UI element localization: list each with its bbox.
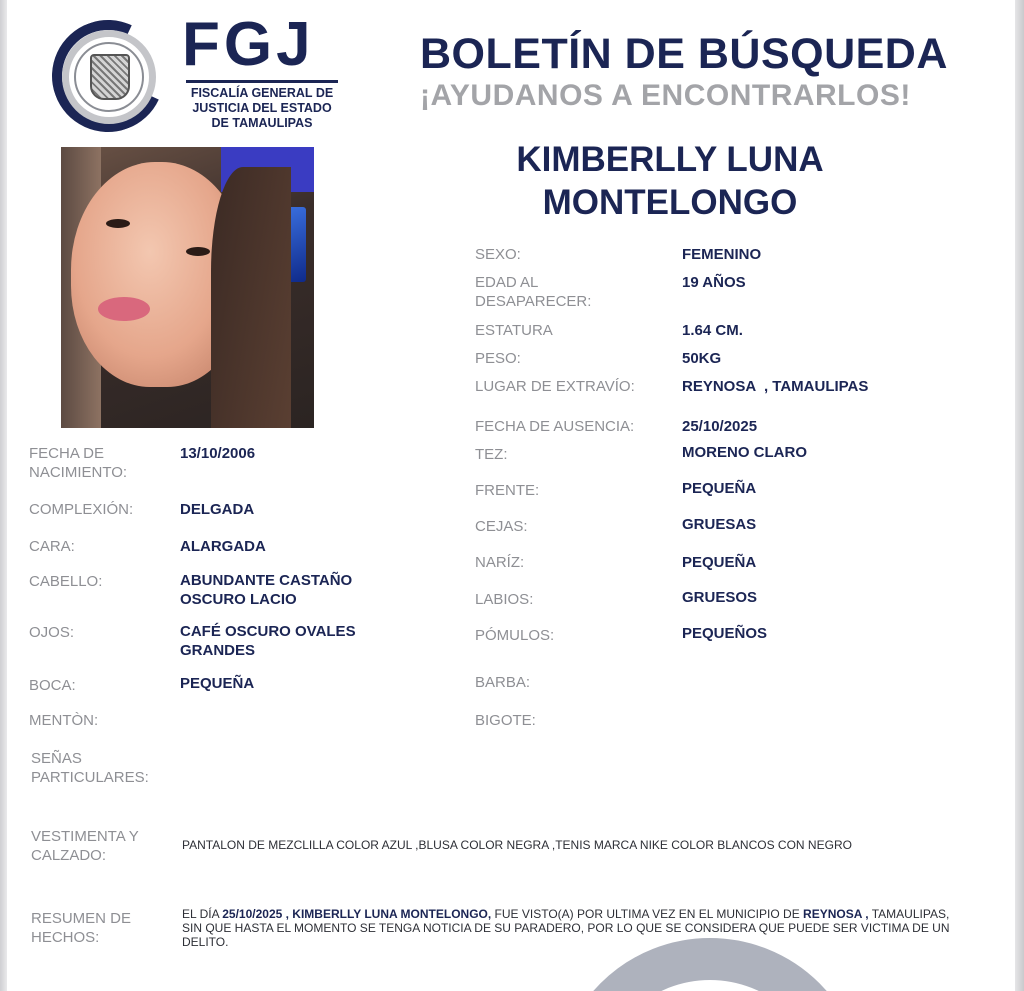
page-edge-right <box>1015 0 1024 991</box>
bulletin-subtitle: ¡AYUDANOS A ENCONTRARLOS! <box>420 79 911 112</box>
field-value-sexo: FEMENINO <box>682 246 762 263</box>
photo-eye <box>106 219 130 228</box>
field-value-complexion: DELGADA <box>180 501 255 518</box>
field-value-peso: 50KG <box>682 350 722 367</box>
agency-name <box>182 86 342 131</box>
summary-text: EL DÍA <box>182 907 223 921</box>
field-label-menton: MENTÒN: <box>29 712 99 729</box>
agency-name-line-1: FISCALÍA GENERAL DE <box>190 86 334 100</box>
field-label-pomulos: PÓMULOS: <box>475 627 555 644</box>
field-value-estatura: 1.64 CM. <box>682 322 743 339</box>
field-value-cara: ALARGADA <box>180 538 266 555</box>
field-label-edad: EDAD AL DESAPARECER: <box>475 274 592 310</box>
agency-acronym: FGJ <box>182 10 315 79</box>
person-name <box>470 138 870 224</box>
field-label-senas: SEÑAS PARTICULARES: <box>31 750 149 786</box>
field-value-tez: MORENO CLARO <box>682 444 807 461</box>
coat-of-arms-icon <box>90 54 130 100</box>
field-label-fecha-ausencia: FECHA DE AUSENCIA: <box>475 418 635 435</box>
field-label-complexion: COMPLEXIÓN: <box>29 501 134 518</box>
photo-hair <box>211 167 291 428</box>
field-value-fecha-ausencia: 25/10/2025 <box>682 418 758 435</box>
page-edge-left <box>0 0 7 991</box>
field-value-cabello: ABUNDANTE CASTAÑO OSCURO LACIO <box>180 572 353 608</box>
field-label-tez: TEZ: <box>475 446 508 463</box>
field-label-cara: CARA: <box>29 538 75 555</box>
field-value-labios: GRUESOS <box>682 589 758 606</box>
field-value-vestimenta: PANTALON DE MEZCLILLA COLOR AZUL ,BLUSA COLOR NEGRA ,TENIS MARCA NIKE COLOR BLANCOS CON NEGRO <box>182 838 852 852</box>
photo-eye <box>186 247 210 256</box>
field-value-edad: 19 AÑOS <box>682 274 746 291</box>
field-value-fecha-nacimiento: 13/10/2006 <box>180 445 256 462</box>
agency-name-line-2: JUSTICIA DEL ESTADO <box>192 101 332 115</box>
summary-city: REYNOSA , <box>803 907 869 921</box>
field-label-bigote: BIGOTE: <box>475 712 536 729</box>
fgj-seal-logo <box>52 20 164 132</box>
field-label-lugar: LUGAR DE EXTRAVÍO: <box>475 378 635 395</box>
field-label-cabello: CABELLO: <box>29 573 103 590</box>
agency-name-line-3: DE TAMAULIPAS <box>211 116 313 130</box>
field-value-frente: PEQUEÑA <box>682 480 757 497</box>
summary-text: FUE VISTO(A) POR ULTIMA VEZ EN EL MUNICIPIO DE <box>491 907 804 921</box>
field-value-boca: PEQUEÑA <box>180 675 255 692</box>
field-value-lugar: REYNOSA , TAMAULIPAS <box>682 378 869 395</box>
field-label-sexo: SEXO: <box>475 246 521 263</box>
summary-date-name: 25/10/2025 , KIMBERLLY LUNA MONTELONGO, <box>222 907 492 921</box>
field-label-vestimenta: VESTIMENTA Y CALZADO: <box>31 828 139 864</box>
bulletin-title: BOLETÍN DE BÚSQUEDA <box>420 30 948 78</box>
field-label-resumen: RESUMEN DE HECHOS: <box>31 910 132 946</box>
field-label-labios: LABIOS: <box>475 591 534 608</box>
missing-person-photo <box>61 147 314 428</box>
agency-divider <box>186 80 338 83</box>
field-label-cejas: CEJAS: <box>475 518 528 535</box>
field-label-estatura: ESTATURA <box>475 322 553 339</box>
field-value-nariz: PEQUEÑA <box>682 554 757 571</box>
field-value-ojos: CAFÉ OSCURO OVALES GRANDES <box>180 623 356 659</box>
field-label-peso: PESO: <box>475 350 521 367</box>
field-label-nariz: NARÍZ: <box>475 554 525 571</box>
photo-lips <box>98 297 150 321</box>
field-value-resumen <box>182 907 952 949</box>
field-value-pomulos: PEQUEÑOS <box>682 625 768 642</box>
summary-text: TAMAULIPAS, SIN QUE HASTA EL MOMENTO SE TENGA NOTICIA DE SU PARADERO, POR LO QUE SE CONSIDERA QUE PUEDE SER VICTIMA DE UN DELITO. <box>182 907 950 949</box>
person-name-line-1: KIMBERLLY LUNA <box>516 140 824 179</box>
field-label-frente: FRENTE: <box>475 482 540 499</box>
field-value-cejas: GRUESAS <box>682 516 757 533</box>
field-label-ojos: OJOS: <box>29 624 75 641</box>
person-name-line-2: MONTELONGO <box>542 183 798 222</box>
field-label-barba: BARBA: <box>475 674 531 691</box>
field-label-boca: BOCA: <box>29 677 76 694</box>
field-label-fecha-nacimiento: FECHA DE NACIMIENTO: <box>29 445 128 481</box>
